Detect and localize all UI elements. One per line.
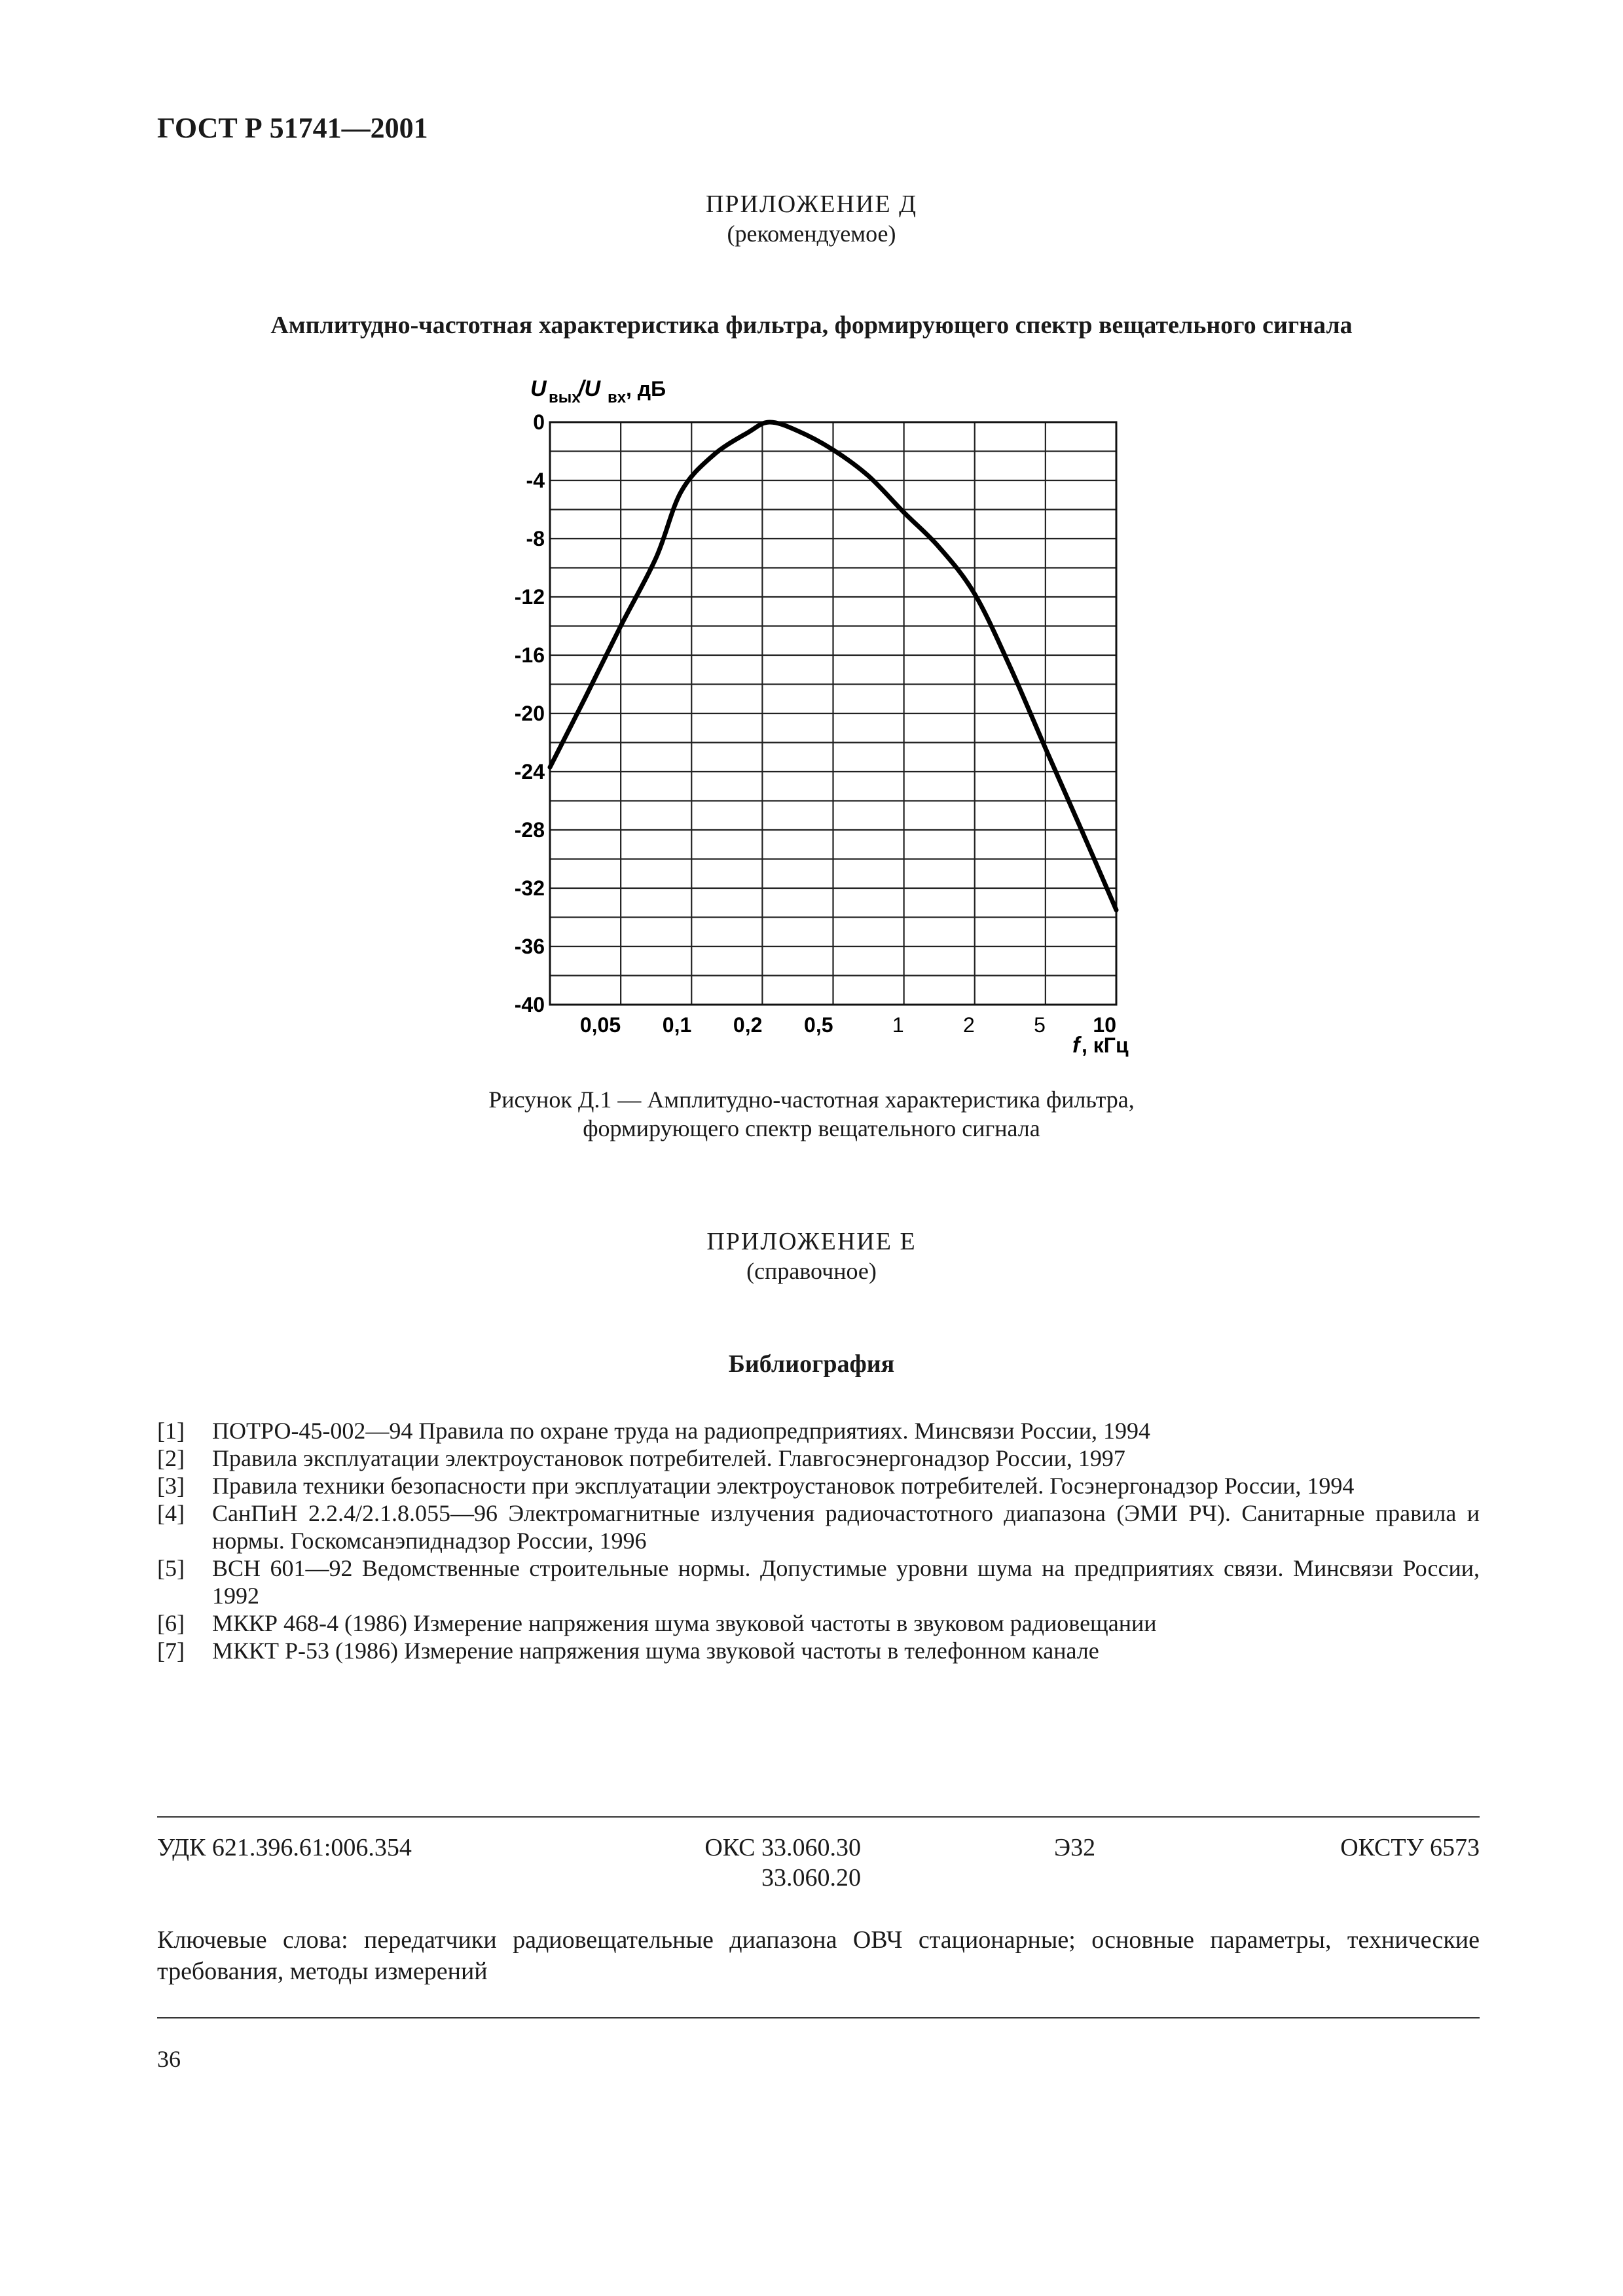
figure-caption-line1: Рисунок Д.1 — Амплитудно-частотная характеристика фильтра, (488, 1086, 1135, 1113)
bibliography-item (157, 1609, 1480, 1637)
appendix-d-heading: Амплитудно-частотная характеристика фильтра, формирующего спектр вещательного сигнала (270, 312, 1353, 339)
x-tick-label: 0,05 (579, 1013, 621, 1037)
document-code: ГОСТ Р 51741—2001 (157, 112, 428, 144)
y-tick-label: -36 (514, 935, 545, 958)
bibliography-item (157, 1554, 1480, 1609)
y-axis-label-unit: , дБ (626, 377, 666, 401)
y-tick-labels (515, 410, 545, 1016)
bibliography-heading: Библиография (728, 1350, 895, 1378)
page-number: 36 (157, 2046, 181, 2072)
bibliography-text: СанПиН 2.2.4/2.1.8.055—96 Электромагнитные излучения радиочастотного диапазона (ЭМИ РЧ). Санитарные правила и нормы. Госкомсанэпиднадзор России, 1996 (212, 1500, 1480, 1554)
footer-top-rule (157, 1816, 1480, 1818)
x-tick-label: 2 (962, 1013, 975, 1037)
bibliography-number: [5] (157, 1555, 185, 1581)
x-tick-label: 1 (892, 1013, 904, 1037)
y-tick-label: -16 (514, 643, 545, 667)
bibliography-text: ВСН 601—92 Ведомственные строительные нормы. Допустимые уровни шума на предприятиях связи. Минсвязи России, 1992 (212, 1555, 1480, 1609)
x-tick-label: 10 (1093, 1013, 1116, 1037)
appendix-e-title: ПРИЛОЖЕНИЕ Е (706, 1228, 917, 1255)
x-tick-label: 0,2 (733, 1013, 763, 1037)
udk-code: УДК 621.396.61:006.354 (157, 1834, 412, 1861)
classification-code: Э32 (1054, 1834, 1096, 1861)
bibliography-number: [2] (157, 1445, 185, 1471)
y-axis-label-sub2: вх (608, 389, 627, 406)
bibliography-item (157, 1417, 1480, 1444)
bibliography-text: Правила техники безопасности при эксплуатации электроустановок потребителей. Госэнергонадзор России, 1994 (212, 1473, 1355, 1499)
x-tick-label: 0,1 (662, 1013, 692, 1037)
footer-bottom-rule (157, 2017, 1480, 2018)
y-tick-label: -24 (514, 760, 545, 783)
appendix-e-subtitle: (справочное) (746, 1258, 877, 1284)
bibliography-item (157, 1444, 1480, 1472)
appendix-d-subtitle: (рекомендуемое) (727, 221, 896, 247)
bibliography-number: [3] (157, 1473, 185, 1499)
bibliography-text: Правила эксплуатации электроустановок потребителей. Главгосэнергонадзор России, 1997 (212, 1445, 1125, 1471)
y-tick-label: -4 (526, 469, 545, 492)
y-tick-label: -20 (514, 702, 545, 725)
y-axis-label-sub1: вых (549, 389, 581, 406)
bibliography-text: МККР 468-4 (1986) Измерение напряжения шума звуковой частоты в звуковом радиовещании (212, 1610, 1157, 1636)
okstu-code: ОКСТУ 6573 (1340, 1834, 1480, 1861)
x-tick-label: 0,5 (804, 1013, 833, 1037)
oks-line2: 33.060.20 (761, 1864, 861, 1892)
x-axis-label-unit: , кГц (1082, 1033, 1129, 1057)
x-axis-label-var: f (1072, 1033, 1080, 1058)
y-tick-label: -8 (526, 527, 545, 550)
keywords: Ключевые слова: передатчики радиовещательные диапазона ОВЧ стационарные; основные параметры, технические требования, методы измерений (157, 1926, 1480, 1985)
y-tick-label: 0 (533, 410, 545, 434)
y-tick-label: -32 (514, 876, 545, 900)
x-tick-labels (580, 1013, 1116, 1037)
bibliography-number: [7] (157, 1638, 185, 1664)
appendix-d-title: ПРИЛОЖЕНИЕ Д (705, 190, 918, 218)
bibliography-item (157, 1472, 1480, 1499)
bibliography-number: [4] (157, 1500, 185, 1526)
bibliography-text: МККТ Р-53 (1986) Измерение напряжения шума звуковой частоты в телефонном канале (212, 1638, 1099, 1664)
bibliography-number: [1] (157, 1418, 185, 1444)
bibliography-list (157, 1417, 1480, 1664)
y-axis-label-slash: /U (578, 376, 600, 401)
bibliography-item (157, 1499, 1480, 1554)
y-tick-label: -40 (514, 993, 545, 1016)
x-tick-label: 5 (1034, 1013, 1046, 1037)
oks-code (645, 1833, 861, 1893)
chart-svg (511, 367, 1152, 1073)
y-axis-label-main: U (530, 376, 547, 401)
bibliography-text: ПОТРО-45-002—94 Правила по охране труда на радиопредприятиях. Минсвязи России, 1994 (212, 1418, 1151, 1444)
y-tick-label: -28 (514, 818, 545, 842)
bibliography-number: [6] (157, 1610, 185, 1636)
bibliography-item (157, 1637, 1480, 1664)
oks-line1: ОКС 33.060.30 (704, 1834, 861, 1861)
figure-caption-line2: формирующего спектр вещательного сигнала (583, 1115, 1040, 1141)
frequency-response-chart (511, 367, 1152, 1073)
y-tick-label: -12 (514, 585, 545, 609)
